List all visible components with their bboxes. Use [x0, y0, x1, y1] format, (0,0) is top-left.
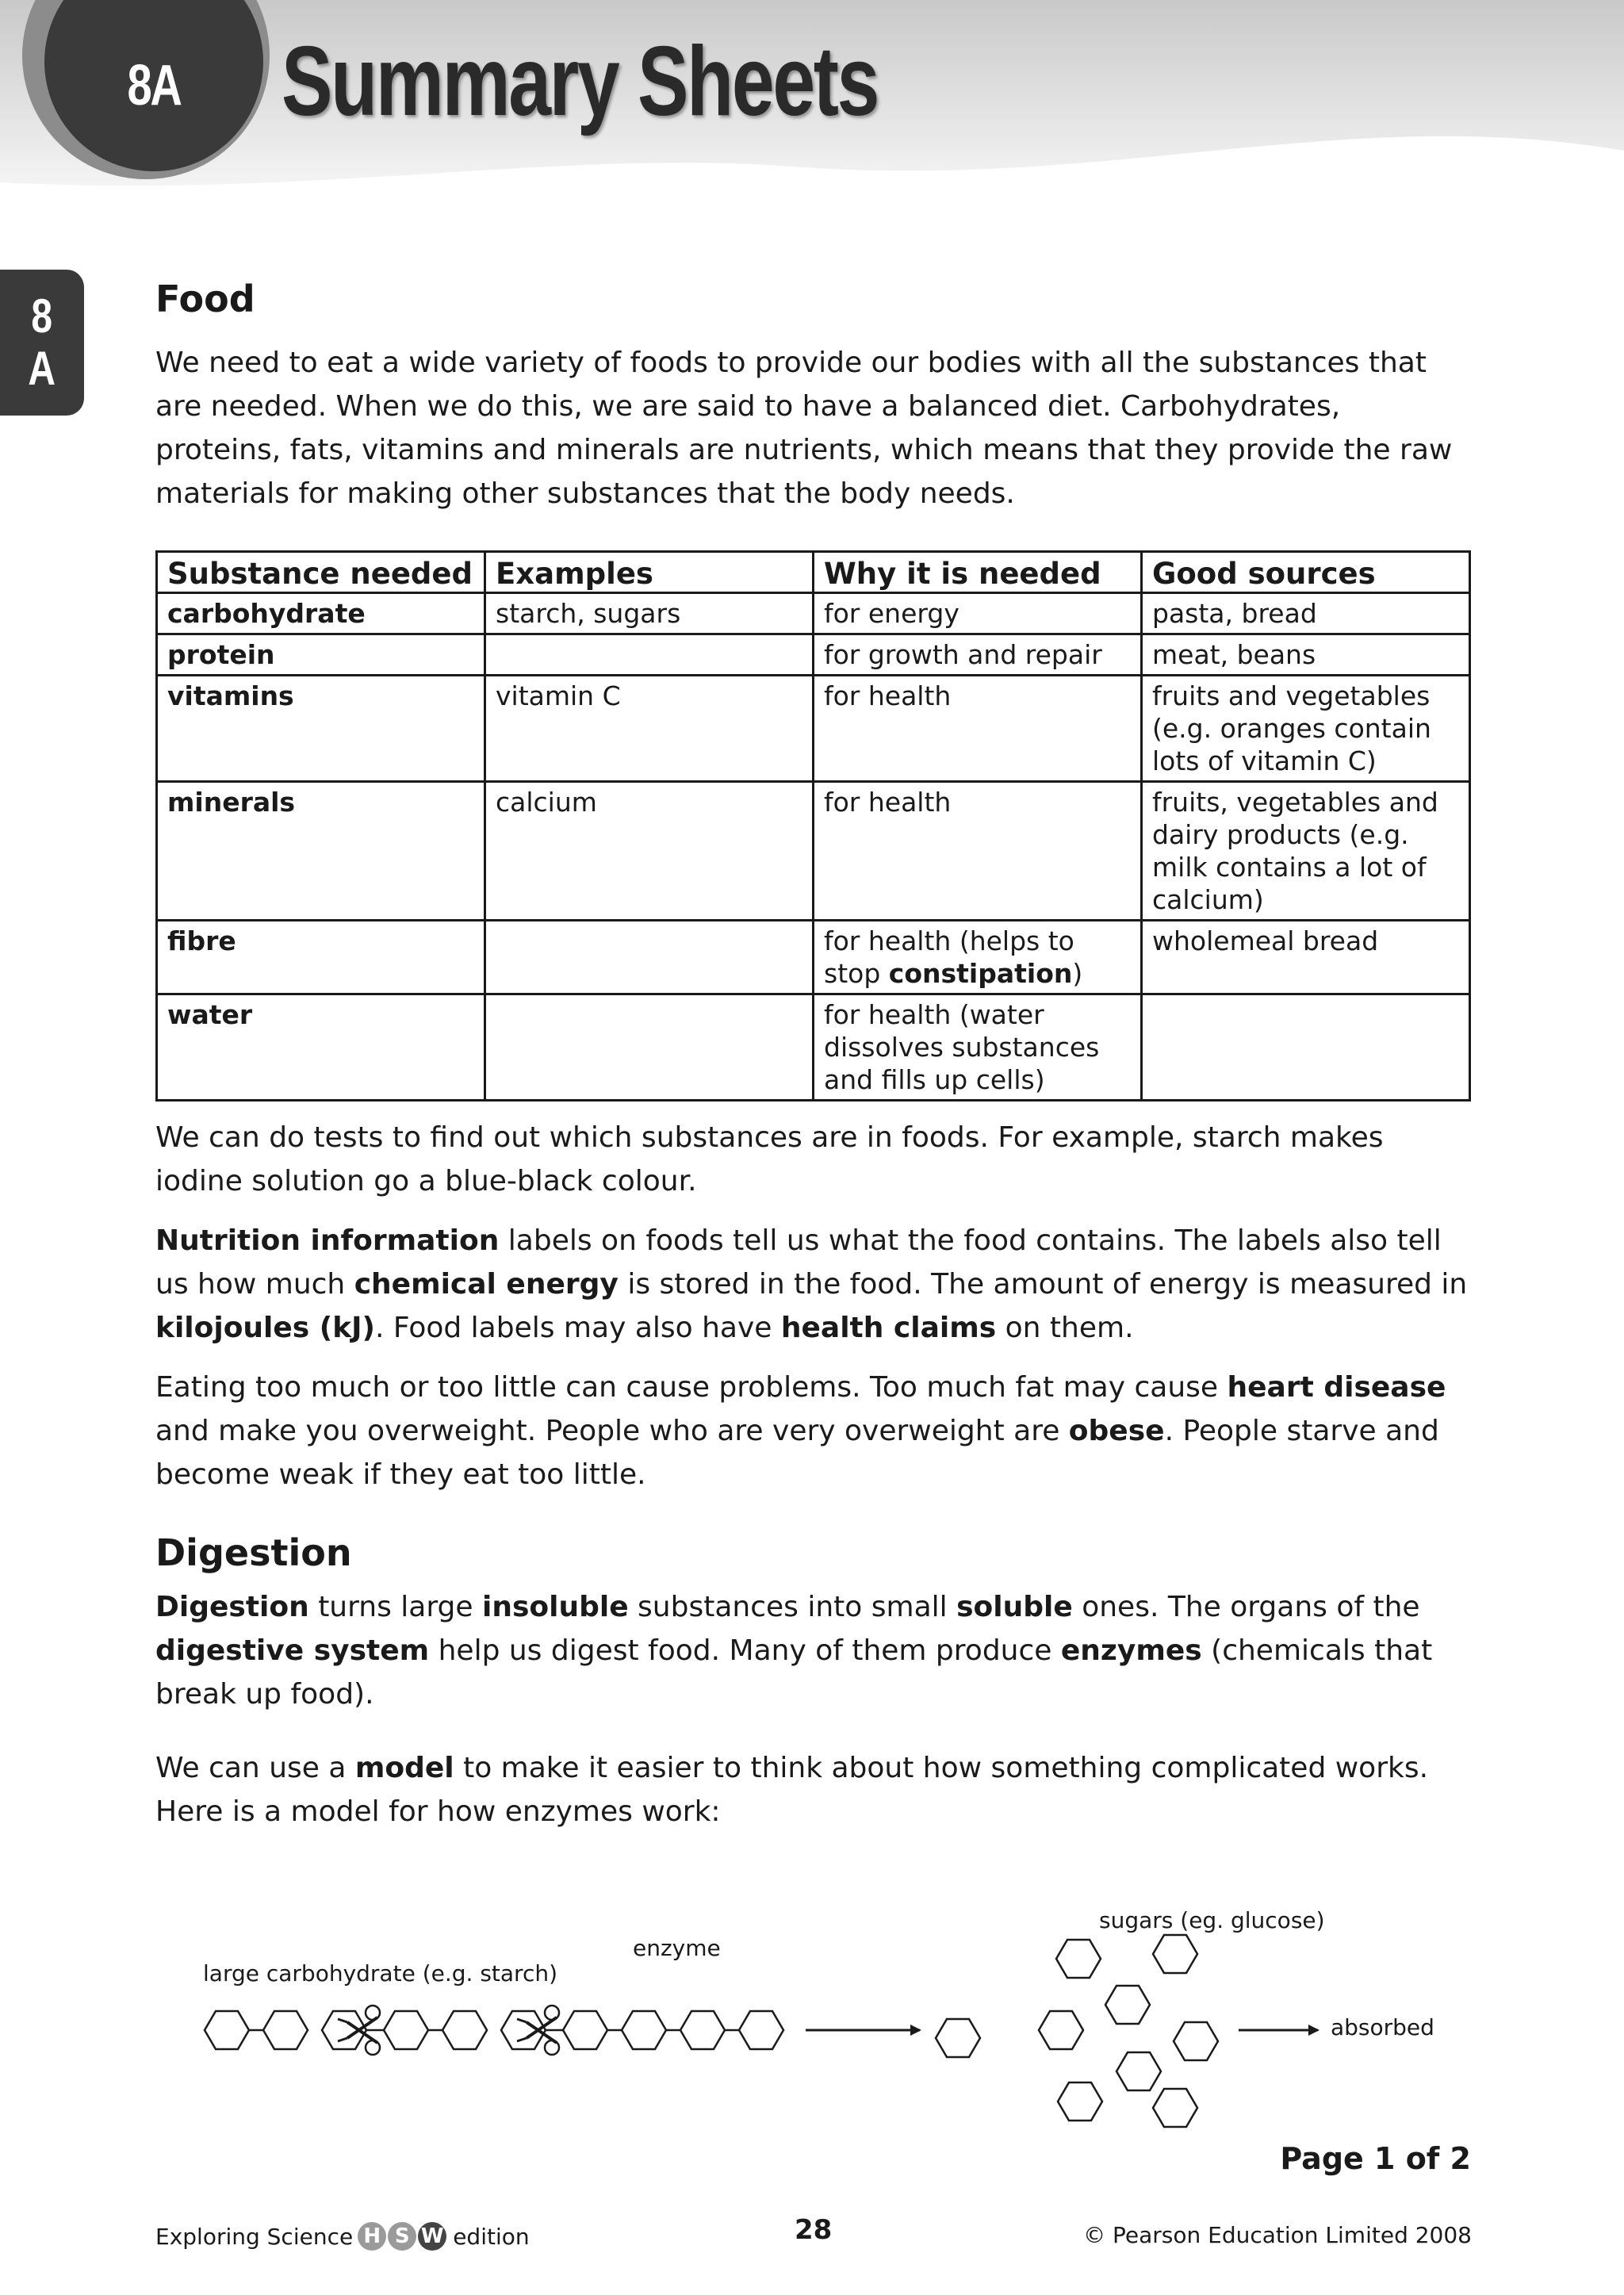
page-number: 28	[795, 2214, 833, 2246]
keyword: heart disease	[1227, 1371, 1446, 1404]
column-header: Good sources	[1142, 552, 1470, 593]
keyword: digestive system	[155, 1634, 430, 1667]
diagram-graphic	[155, 1903, 1472, 2133]
sources-cell: wholemeal bread	[1142, 921, 1470, 994]
table-row	[157, 921, 1470, 994]
column-header: Examples	[485, 552, 814, 593]
keyword: obese	[1068, 1415, 1165, 1447]
main-content	[155, 270, 1472, 1833]
text-run: to make it easier to think about how something complicated works. Here is a model for how enzymes work:	[155, 1752, 1429, 1828]
series-name: Exploring Science	[155, 2223, 354, 2250]
food-heading: Food	[155, 278, 255, 320]
hsw-letter: W	[418, 2222, 446, 2251]
examples-cell	[485, 921, 814, 994]
glucose-molecule	[936, 2019, 980, 2057]
table-row	[157, 593, 1470, 634]
examples-cell: starch, sugars	[485, 593, 814, 634]
digestion-heading: Digestion	[155, 1531, 352, 1574]
sources-cell: fruits, vegetables and dairy products (e.g. milk contains a lot of calcium)	[1142, 782, 1470, 921]
text-run: is stored in the food. The amount of energy is measured in	[618, 1268, 1468, 1301]
examples-cell	[485, 994, 814, 1101]
sources-cell: pasta, bread	[1142, 593, 1470, 634]
examples-cell: calcium	[485, 782, 814, 921]
sources-cell	[1142, 994, 1470, 1101]
why-cell: for health	[814, 782, 1142, 921]
keyword: Nutrition information	[155, 1224, 500, 1257]
starch-label: large carbohydrate (e.g. starch)	[203, 1960, 558, 1987]
side-tab-line2: A	[28, 342, 56, 395]
sugars-label: sugars (eg. glucose)	[1099, 1907, 1325, 1933]
footer-series	[155, 2222, 530, 2251]
keyword: Digestion	[155, 1591, 309, 1623]
series-edition: edition	[453, 2223, 530, 2250]
hsw-letter: S	[388, 2222, 416, 2251]
why-keyword: constipation	[888, 958, 1073, 989]
page-indicator: Page 1 of 2	[1280, 2141, 1471, 2176]
keyword: kilojoules (kJ)	[155, 1312, 376, 1344]
digestion-paragraph	[155, 1585, 1472, 1716]
keyword: chemical energy	[354, 1268, 619, 1301]
text-run: . People starve and become weak if they eat too little.	[155, 1415, 1439, 1491]
unit-badge: 8A	[44, 0, 263, 171]
table-row	[157, 782, 1470, 921]
keyword: health claims	[780, 1312, 997, 1344]
enzyme-label: enzyme	[633, 1935, 721, 1961]
table-header-row	[157, 552, 1470, 593]
why-cell	[814, 921, 1142, 994]
copyright: © Pearson Education Limited 2008	[1083, 2222, 1472, 2248]
text-run: ones. The organs of the	[1072, 1591, 1420, 1623]
text-run: (chemicals that break up food).	[155, 1634, 1433, 1711]
footer	[155, 2213, 1472, 2252]
table-row	[157, 634, 1470, 676]
nutrition-paragraph	[155, 1219, 1472, 1350]
text-run: on them.	[996, 1312, 1134, 1344]
sources-cell: meat, beans	[1142, 634, 1470, 676]
nutrients-table	[155, 550, 1471, 1102]
text-run: labels on foods tell us what the food contains. The labels also tell us how much	[155, 1224, 1442, 1301]
substance-cell: fibre	[157, 921, 485, 994]
substance-cell: carbohydrate	[157, 593, 485, 634]
substance-cell: water	[157, 994, 485, 1101]
text-run: and make you overweight. People who are very overweight are	[155, 1415, 1069, 1447]
text-run: . Food labels may also have	[375, 1312, 781, 1344]
glucose-cluster	[1039, 1935, 1218, 2127]
side-tab	[0, 270, 84, 416]
hsw-letter: H	[358, 2222, 386, 2251]
why-text: )	[1072, 958, 1083, 989]
keyword: insoluble	[481, 1591, 629, 1623]
why-cell: for growth and repair	[814, 634, 1142, 676]
keyword: model	[354, 1752, 454, 1784]
food-tests-paragraph: We can do tests to find out which substances are in foods. For example, starch makes iodine solution go a blue-black colour.	[155, 1121, 1384, 1197]
text-run: help us digest food. Many of them produce	[429, 1634, 1061, 1667]
keyword: enzymes	[1060, 1634, 1202, 1667]
substance-cell: protein	[157, 634, 485, 676]
enzyme-model-diagram	[155, 1903, 1472, 2133]
substance-cell: vitamins	[157, 676, 485, 782]
page-title: Summary Sheets	[282, 27, 879, 136]
starch-chain	[205, 2011, 783, 2049]
why-cell: for health (water dissolves substances and fills up cells)	[814, 994, 1142, 1101]
food-intro: We need to eat a wide variety of foods to provide our bodies with all the substances that are needed. When we do this, we are said to have a balanced diet. Carbohydrates, proteins, fats, vitamins and minerals are nutrients, which means that they provide the raw materials for making other substances that the body needs.	[155, 347, 1453, 510]
sources-cell: fruits and vegetables (e.g. oranges contain lots of vitamin C)	[1142, 676, 1470, 782]
examples-cell: vitamin C	[485, 676, 814, 782]
header-band	[0, 0, 1624, 206]
hsw-logo	[358, 2222, 448, 2251]
model-paragraph	[155, 1746, 1472, 1833]
keyword: soluble	[956, 1591, 1073, 1623]
column-header: Substance needed	[157, 552, 485, 593]
absorbed-label: absorbed	[1331, 2014, 1434, 2040]
text-run: substances into small	[628, 1591, 957, 1623]
why-cell: for health	[814, 676, 1142, 782]
substance-cell: minerals	[157, 782, 485, 921]
table-row	[157, 676, 1470, 782]
text-run: turns large	[308, 1591, 482, 1623]
table-row	[157, 994, 1470, 1101]
side-tab-line1: 8	[31, 289, 53, 343]
eating-paragraph	[155, 1366, 1472, 1496]
text-run: We can use a	[155, 1752, 355, 1784]
column-header: Why it is needed	[814, 552, 1142, 593]
examples-cell	[485, 634, 814, 676]
why-cell: for energy	[814, 593, 1142, 634]
why-text: for health (helps to stop	[824, 925, 1074, 989]
text-run: Eating too much or too little can cause problems. Too much fat may cause	[155, 1371, 1228, 1404]
